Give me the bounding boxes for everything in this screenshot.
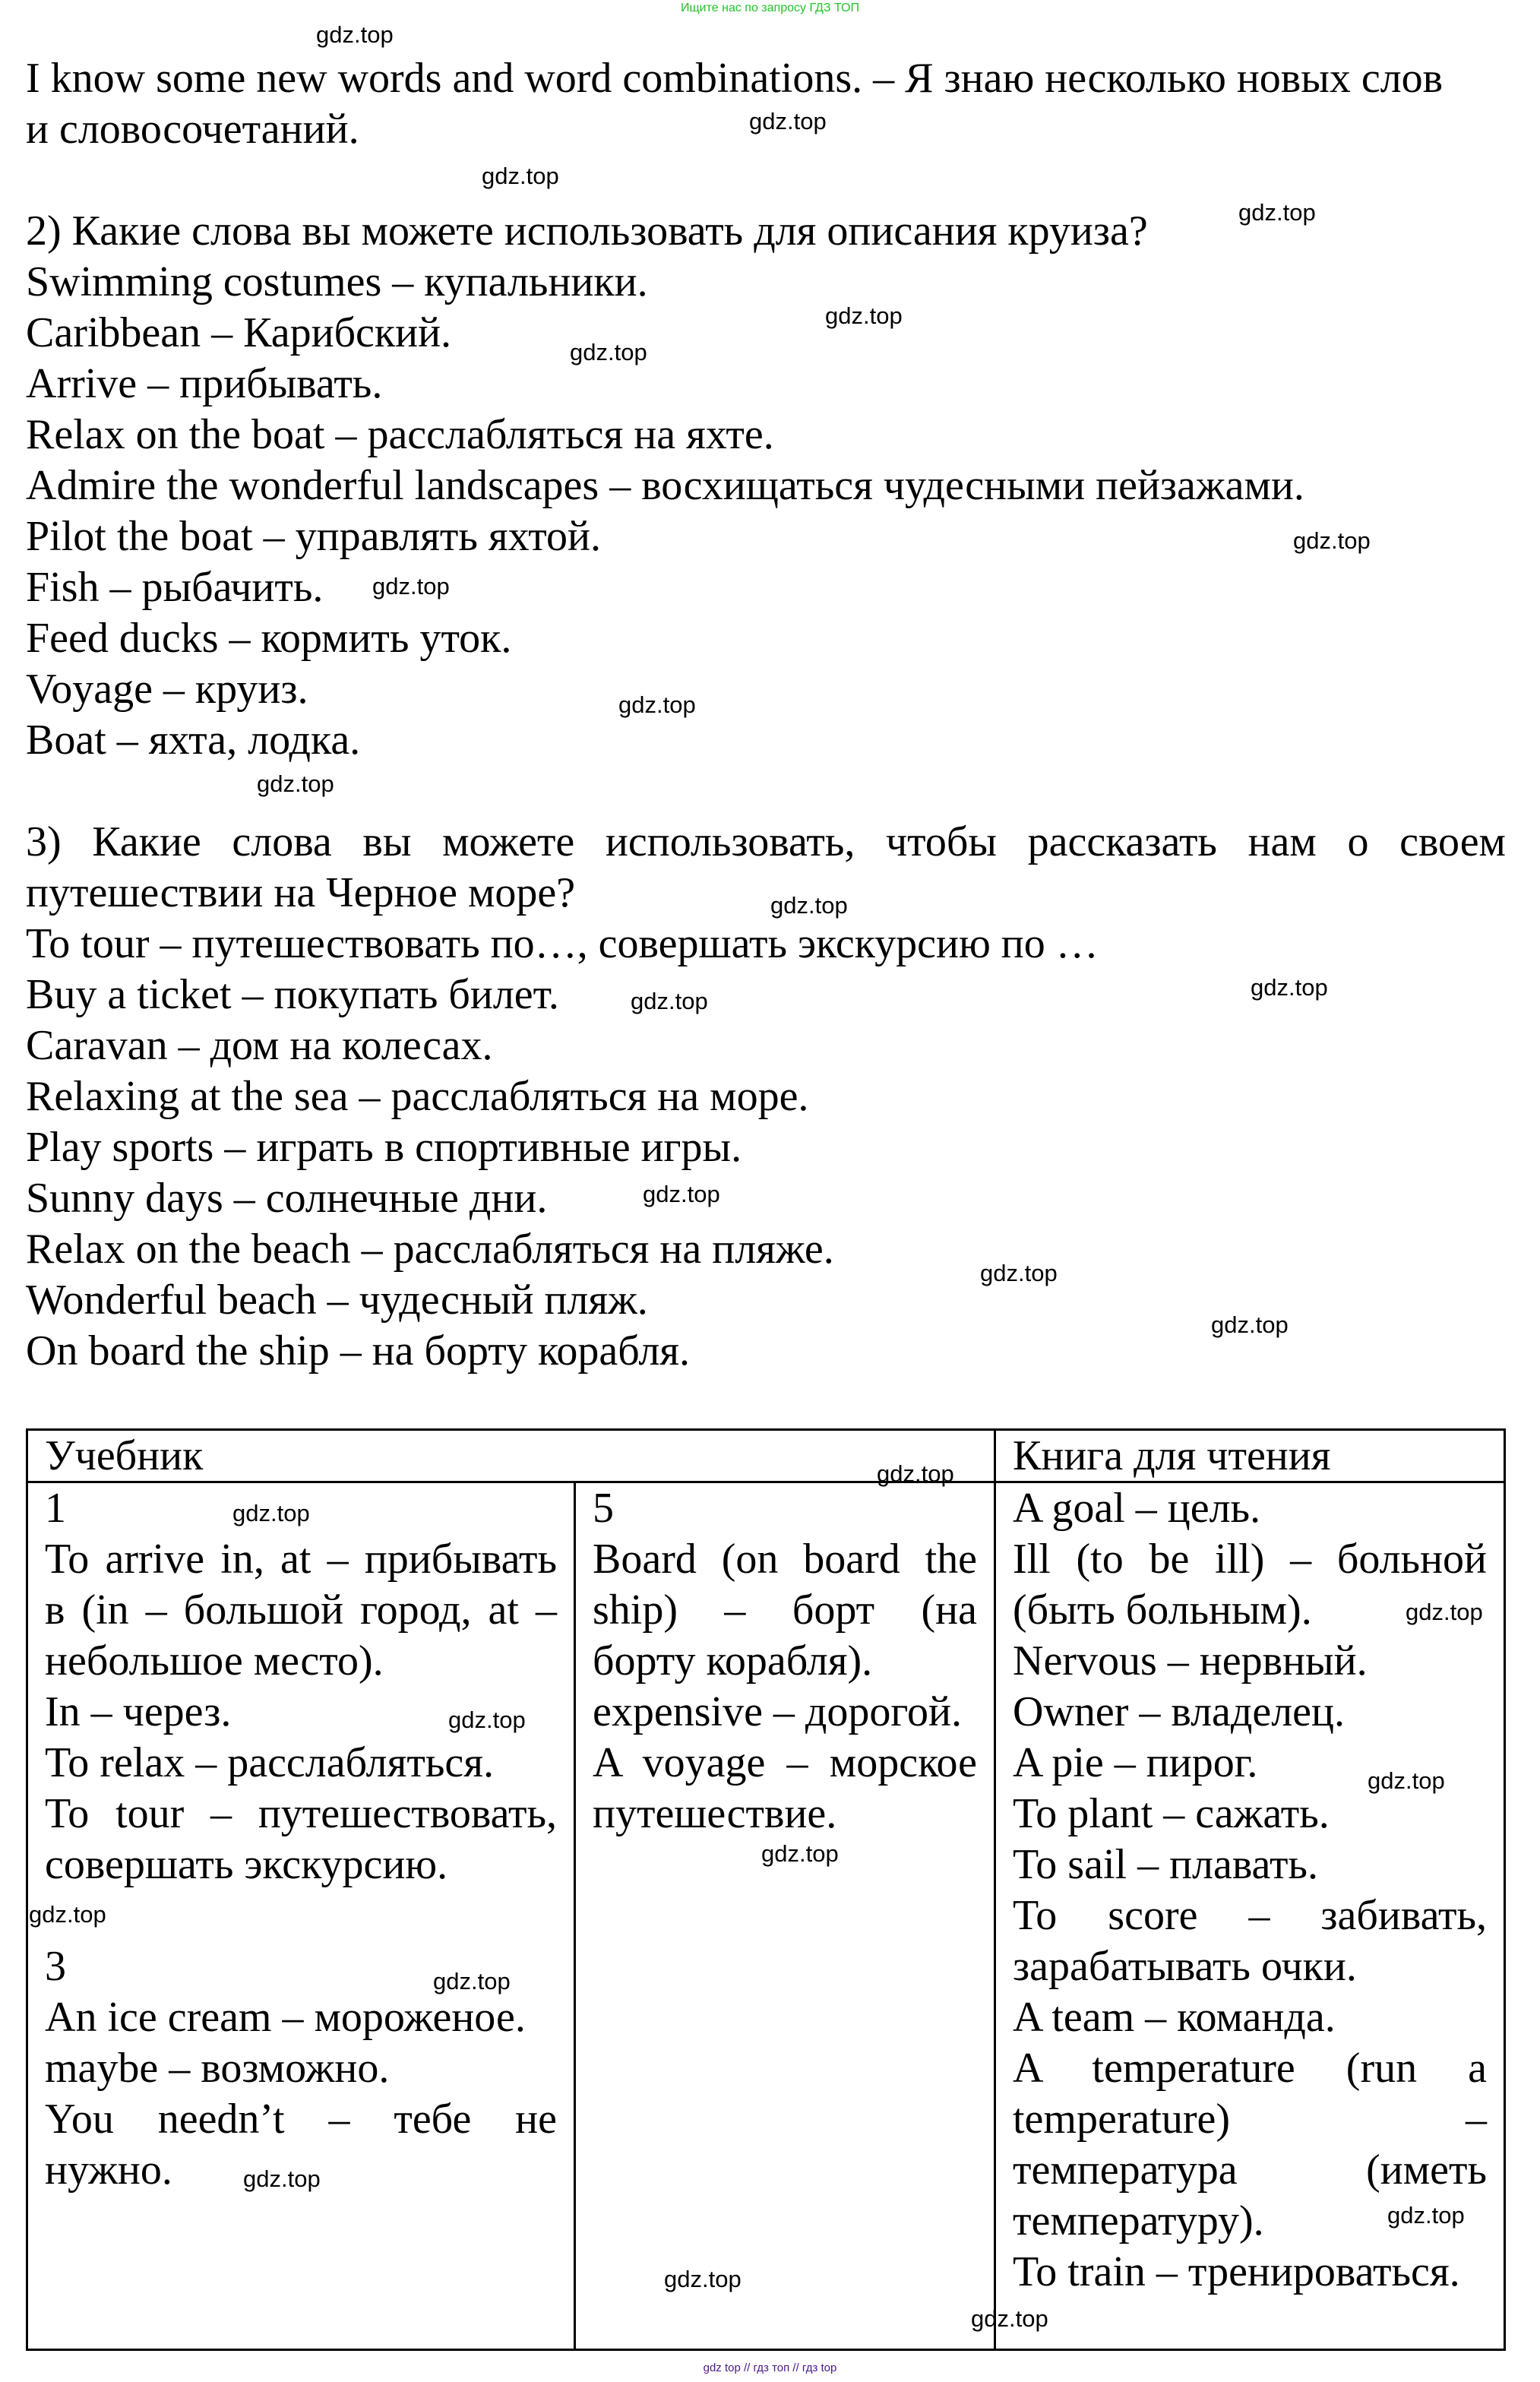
text-line: An ice cream – мороженое. xyxy=(45,1994,526,2041)
text-line: 3 xyxy=(45,1943,66,1990)
watermark: gdz.top xyxy=(482,163,559,189)
watermark: gdz.top xyxy=(971,2305,1048,2332)
watermark: gdz.top xyxy=(618,691,696,718)
textbook-column-1 xyxy=(45,1483,557,2196)
text-line: 5 xyxy=(593,1485,614,1532)
watermark: gdz.top xyxy=(1368,1767,1445,1794)
text-line: A temperature (run a xyxy=(1013,2045,1487,2092)
textbook-column-5 xyxy=(593,1483,977,1839)
text-line: Caravan – дом на колесах. xyxy=(26,1022,493,1069)
search-hint-banner: Ищите нас по запросу ГДЗ ТОП xyxy=(681,2,859,14)
text-line: (быть больным). xyxy=(1013,1586,1312,1634)
watermark: gdz.top xyxy=(664,2266,742,2292)
text-line: Feed ducks – кормить уток. xyxy=(26,615,512,662)
watermark: gdz.top xyxy=(448,1707,526,1733)
watermark: gdz.top xyxy=(1211,1311,1289,1338)
text-line: To train – тренироваться. xyxy=(1013,2248,1460,2295)
text-line: зарабатывать очки. xyxy=(1013,1943,1357,1990)
text-line: Voyage – круиз. xyxy=(26,666,308,713)
watermark: gdz.top xyxy=(1251,974,1328,1001)
text-line: temperature) – xyxy=(1013,2096,1487,2143)
text-line: небольшое место). xyxy=(45,1637,384,1684)
paragraph-intro xyxy=(26,53,1506,155)
watermark: gdz.top xyxy=(770,892,848,919)
text-line: температуру). xyxy=(1013,2197,1264,2244)
text-line: совершать экскурсию. xyxy=(45,1841,448,1888)
text-line: 1 xyxy=(45,1485,66,1532)
text-line: ship) – борт (на xyxy=(593,1586,977,1634)
main-text xyxy=(26,53,1506,1377)
text-line: путешествии на Черное море? xyxy=(26,869,576,916)
text-line: Board (on board the xyxy=(593,1536,977,1583)
text-line: в (in – большой город, at – xyxy=(45,1586,557,1634)
watermark: gdz.top xyxy=(316,21,394,48)
text-line: Owner – владелец. xyxy=(1013,1688,1346,1735)
text-line: Swimming costumes – купальники. xyxy=(26,258,648,305)
text-line: A pie – пирог. xyxy=(1013,1739,1258,1786)
footer-note: gdz top // гдз топ // гдз top xyxy=(703,2361,837,2374)
text-line: Admire the wonderful landscapes – восхищаться чудесными пейзажами. xyxy=(26,462,1304,509)
watermark: gdz.top xyxy=(243,2165,321,2192)
text-line: A voyage – морское xyxy=(593,1739,977,1786)
watermark: gdz.top xyxy=(29,1901,106,1928)
watermark: gdz.top xyxy=(749,108,827,134)
text-line: борту корабля). xyxy=(593,1637,873,1684)
text-line: To arrive in, at – прибывать xyxy=(45,1536,557,1583)
text-line: Buy a ticket – покупать билет. xyxy=(26,971,559,1018)
paragraph-cruise-words xyxy=(26,206,1506,766)
watermark: gdz.top xyxy=(877,1460,954,1487)
text-line: On board the ship – на борту корабля. xyxy=(26,1327,691,1374)
text-line: A team – команда. xyxy=(1013,1994,1336,2041)
watermark: gdz.top xyxy=(643,1181,720,1207)
paragraph-black-sea-words xyxy=(26,817,1506,1377)
text-line: To tour – путешествовать, xyxy=(45,1790,557,1837)
text-line: To sail – плавать. xyxy=(1013,1841,1318,1888)
text-line: Ill (to be ill) – больной xyxy=(1013,1536,1487,1583)
header-reader: Книга для чтения xyxy=(995,1430,1505,1482)
text-line: Play sports – играть в спортивные игры. xyxy=(26,1124,742,1171)
watermark: gdz.top xyxy=(1387,2202,1465,2229)
text-line: 3) Какие слова вы можете использовать, чтобы рассказать нам о своем xyxy=(26,818,1506,865)
text-line: Nervous – нервный. xyxy=(1013,1637,1368,1684)
watermark: gdz.top xyxy=(980,1260,1058,1286)
header-textbook: Учебник xyxy=(27,1430,995,1482)
text-line: A goal – цель. xyxy=(1013,1485,1261,1532)
text-line: I know some new words and word combinations. – Я знаю несколько новых слов xyxy=(26,55,1444,102)
text-line: To score – забивать, xyxy=(1013,1892,1487,1939)
watermark: gdz.top xyxy=(825,302,903,329)
watermark: gdz.top xyxy=(1293,527,1371,554)
text-line: To plant – сажать. xyxy=(1013,1790,1330,1837)
watermark: gdz.top xyxy=(232,1500,310,1526)
watermark: gdz.top xyxy=(1238,199,1316,226)
text-line: Relax on the boat – расслабляться на яхте. xyxy=(26,411,774,458)
text-line: To tour – путешествовать по…, совершать экскурсию по … xyxy=(26,920,1099,967)
watermark: gdz.top xyxy=(257,770,334,797)
text-line: maybe – возможно. xyxy=(45,2045,390,2092)
text-line: температура (иметь xyxy=(1013,2146,1487,2194)
text-line: Pilot the boat – управлять яхтой. xyxy=(26,513,601,560)
vocabulary-table xyxy=(26,1428,1506,2351)
text-line: Boat – яхта, лодка. xyxy=(26,716,361,764)
text-line xyxy=(45,1890,557,1941)
text-line: путешествие. xyxy=(593,1790,837,1837)
text-line: You needn’t – тебе не xyxy=(45,2096,557,2143)
watermark: gdz.top xyxy=(433,1968,511,1994)
text-line: Fish – рыбачить. xyxy=(26,564,324,611)
text-line: expensive – дорогой. xyxy=(593,1688,962,1735)
text-line: 2) Какие слова вы можете использовать для описания круиза? xyxy=(26,207,1148,255)
text-line: и словосочетаний. xyxy=(26,106,359,153)
text-line: Caribbean – Карибский. xyxy=(26,309,452,356)
watermark: gdz.top xyxy=(372,573,450,599)
watermark: gdz.top xyxy=(1406,1599,1483,1625)
text-line: Sunny days – солнечные дни. xyxy=(26,1175,548,1222)
text-line: In – через. xyxy=(45,1688,232,1735)
text-line: нужно. xyxy=(45,2146,172,2194)
text-line: Arrive – прибывать. xyxy=(26,360,383,407)
text-line: Relaxing at the sea – расслабляться на море. xyxy=(26,1073,809,1120)
watermark: gdz.top xyxy=(761,1840,839,1867)
text-line: Relax on the beach – расслабляться на пляже. xyxy=(26,1226,834,1273)
text-line: To relax – расслабляться. xyxy=(45,1739,495,1786)
watermark: gdz.top xyxy=(570,339,647,365)
text-line: Wonderful beach – чудесный пляж. xyxy=(26,1276,648,1324)
watermark: gdz.top xyxy=(631,988,708,1014)
